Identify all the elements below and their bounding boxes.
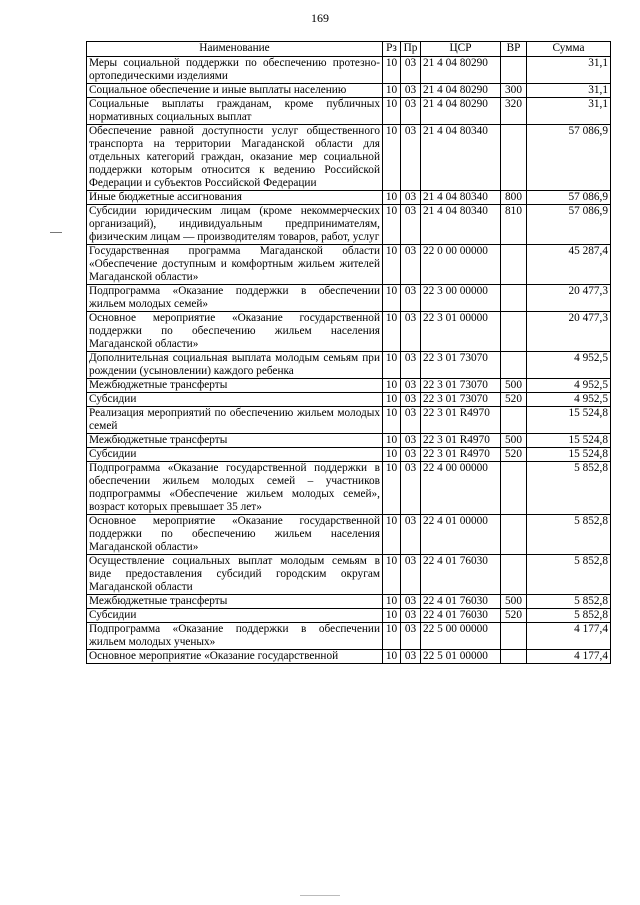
row-csr: 22 4 01 76030 xyxy=(421,609,501,623)
row-vr xyxy=(501,555,527,595)
row-sum: 20 477,3 xyxy=(527,285,611,312)
row-rz: 10 xyxy=(383,515,401,555)
row-pr: 03 xyxy=(401,407,421,434)
table-row xyxy=(87,125,611,191)
row-rz: 10 xyxy=(383,125,401,191)
row-csr: 22 4 01 76030 xyxy=(421,555,501,595)
row-sum: 4 952,5 xyxy=(527,352,611,379)
scan-mark xyxy=(300,895,340,896)
table-row xyxy=(87,595,611,609)
table-row xyxy=(87,609,611,623)
row-sum: 5 852,8 xyxy=(527,462,611,515)
row-sum: 20 477,3 xyxy=(527,312,611,352)
table-row xyxy=(87,84,611,98)
row-vr xyxy=(501,285,527,312)
row-sum: 57 086,9 xyxy=(527,125,611,191)
header-rz: Рз xyxy=(383,42,401,57)
row-rz: 10 xyxy=(383,98,401,125)
row-name: Государственная программа Магаданской области «Обеспечение доступным и комфортным жильем жителей Магаданской области» xyxy=(87,245,383,285)
row-rz: 10 xyxy=(383,623,401,650)
row-rz: 10 xyxy=(383,285,401,312)
row-name: Социальные выплаты гражданам, кроме публичных нормативных социальных выплат xyxy=(87,98,383,125)
table-row xyxy=(87,650,611,664)
header-sum: Сумма xyxy=(527,42,611,57)
table-row xyxy=(87,555,611,595)
row-csr: 22 0 00 00000 xyxy=(421,245,501,285)
row-rz: 10 xyxy=(383,57,401,84)
row-pr: 03 xyxy=(401,623,421,650)
row-vr xyxy=(501,312,527,352)
row-rz: 10 xyxy=(383,191,401,205)
row-sum: 4 177,4 xyxy=(527,623,611,650)
row-name: Субсидии xyxy=(87,393,383,407)
row-name: Субсидии юридическим лицам (кроме некоммерческих организаций), индивидуальным предпринимателям, физическим лицам — производителям товаров, работ, услуг xyxy=(87,205,383,245)
row-sum: 15 524,8 xyxy=(527,407,611,434)
row-pr: 03 xyxy=(401,285,421,312)
row-csr: 22 4 00 00000 xyxy=(421,462,501,515)
row-name: Межбюджетные трансферты xyxy=(87,434,383,448)
budget-table xyxy=(86,41,611,664)
row-sum: 15 524,8 xyxy=(527,434,611,448)
table-row xyxy=(87,57,611,84)
row-csr: 22 3 01 R4970 xyxy=(421,407,501,434)
row-rz: 10 xyxy=(383,609,401,623)
row-vr: 520 xyxy=(501,448,527,462)
row-csr: 21 4 04 80340 xyxy=(421,191,501,205)
row-vr: 810 xyxy=(501,205,527,245)
row-vr: 500 xyxy=(501,595,527,609)
row-pr: 03 xyxy=(401,448,421,462)
row-rz: 10 xyxy=(383,84,401,98)
table-row xyxy=(87,285,611,312)
row-rz: 10 xyxy=(383,448,401,462)
row-csr: 22 4 01 00000 xyxy=(421,515,501,555)
row-name: Подпрограмма «Оказание поддержки в обеспечении жильем молодых ученых» xyxy=(87,623,383,650)
row-rz: 10 xyxy=(383,205,401,245)
row-name: Реализация мероприятий по обеспечению жильем молодых семей xyxy=(87,407,383,434)
row-csr: 22 3 01 00000 xyxy=(421,312,501,352)
row-rz: 10 xyxy=(383,595,401,609)
row-vr: 500 xyxy=(501,379,527,393)
row-csr: 22 3 00 00000 xyxy=(421,285,501,312)
row-vr: 300 xyxy=(501,84,527,98)
row-name: Иные бюджетные ассигнования xyxy=(87,191,383,205)
row-csr: 22 3 01 73070 xyxy=(421,379,501,393)
row-name: Межбюджетные трансферты xyxy=(87,379,383,393)
row-pr: 03 xyxy=(401,84,421,98)
row-pr: 03 xyxy=(401,650,421,664)
row-pr: 03 xyxy=(401,555,421,595)
row-sum: 4 952,5 xyxy=(527,393,611,407)
row-sum: 57 086,9 xyxy=(527,191,611,205)
row-name: Основное мероприятие «Оказание государственной поддержки по обеспечению жильем населения Магаданской области» xyxy=(87,515,383,555)
header-name: Наименование xyxy=(87,42,383,57)
row-pr: 03 xyxy=(401,245,421,285)
row-rz: 10 xyxy=(383,434,401,448)
table-body xyxy=(87,57,611,664)
row-vr: 320 xyxy=(501,98,527,125)
row-vr: 500 xyxy=(501,434,527,448)
row-csr: 21 4 04 80290 xyxy=(421,84,501,98)
row-pr: 03 xyxy=(401,434,421,448)
row-sum: 31,1 xyxy=(527,84,611,98)
row-pr: 03 xyxy=(401,379,421,393)
row-name: Субсидии xyxy=(87,609,383,623)
row-pr: 03 xyxy=(401,312,421,352)
row-name: Основное мероприятие «Оказание государственной xyxy=(87,650,383,664)
row-name: Социальное обеспечение и иные выплаты населению xyxy=(87,84,383,98)
row-pr: 03 xyxy=(401,191,421,205)
table-row xyxy=(87,245,611,285)
table-row xyxy=(87,379,611,393)
header-csr: ЦСР xyxy=(421,42,501,57)
row-vr xyxy=(501,352,527,379)
row-vr xyxy=(501,125,527,191)
row-vr: 520 xyxy=(501,393,527,407)
row-sum: 4 952,5 xyxy=(527,379,611,393)
row-sum: 5 852,8 xyxy=(527,515,611,555)
row-vr xyxy=(501,650,527,664)
table-row xyxy=(87,462,611,515)
row-name: Межбюджетные трансферты xyxy=(87,595,383,609)
row-rz: 10 xyxy=(383,379,401,393)
row-pr: 03 xyxy=(401,515,421,555)
table-row xyxy=(87,623,611,650)
scan-mark xyxy=(50,232,62,233)
row-name: Субсидии xyxy=(87,448,383,462)
row-sum: 31,1 xyxy=(527,98,611,125)
row-csr: 21 4 04 80290 xyxy=(421,98,501,125)
row-sum: 5 852,8 xyxy=(527,555,611,595)
row-name: Обеспечение равной доступности услуг общественного транспорта на территории Магаданской области для отдельных категорий граждан, оказание мер социальной поддержки которым относится к ведению Российской Федерации и субъектов Российской Федерации xyxy=(87,125,383,191)
table-row xyxy=(87,312,611,352)
row-pr: 03 xyxy=(401,609,421,623)
row-csr: 22 4 01 76030 xyxy=(421,595,501,609)
table-header-row xyxy=(87,42,611,57)
header-vr: ВР xyxy=(501,42,527,57)
row-vr xyxy=(501,515,527,555)
table-row xyxy=(87,352,611,379)
table-row xyxy=(87,407,611,434)
row-sum: 4 177,4 xyxy=(527,650,611,664)
row-pr: 03 xyxy=(401,393,421,407)
row-csr: 22 5 00 00000 xyxy=(421,623,501,650)
row-csr: 22 3 01 R4970 xyxy=(421,434,501,448)
row-sum: 5 852,8 xyxy=(527,595,611,609)
row-sum: 5 852,8 xyxy=(527,609,611,623)
row-pr: 03 xyxy=(401,352,421,379)
header-pr: Пр xyxy=(401,42,421,57)
row-csr: 22 3 01 73070 xyxy=(421,352,501,379)
table-row xyxy=(87,98,611,125)
row-vr: 800 xyxy=(501,191,527,205)
row-sum: 15 524,8 xyxy=(527,448,611,462)
table-row xyxy=(87,448,611,462)
row-vr: 520 xyxy=(501,609,527,623)
row-rz: 10 xyxy=(383,245,401,285)
row-pr: 03 xyxy=(401,57,421,84)
row-pr: 03 xyxy=(401,462,421,515)
row-pr: 03 xyxy=(401,125,421,191)
row-name: Подпрограмма «Оказание государственной поддержки в обеспечении жильем молодых семей – участников подпрограммы «Обеспечение жильем молодых семей», возраст которых превышает 35 лет» xyxy=(87,462,383,515)
row-vr xyxy=(501,462,527,515)
row-name: Меры социальной поддержки по обеспечению протезно-ортопедическими изделиями xyxy=(87,57,383,84)
table-row xyxy=(87,191,611,205)
row-csr: 21 4 04 80340 xyxy=(421,205,501,245)
row-vr xyxy=(501,623,527,650)
row-sum: 31,1 xyxy=(527,57,611,84)
row-sum: 45 287,4 xyxy=(527,245,611,285)
row-rz: 10 xyxy=(383,462,401,515)
row-rz: 10 xyxy=(383,312,401,352)
row-pr: 03 xyxy=(401,98,421,125)
row-csr: 22 5 01 00000 xyxy=(421,650,501,664)
table-row xyxy=(87,434,611,448)
table-row xyxy=(87,515,611,555)
row-name: Основное мероприятие «Оказание государственной поддержки по обеспечению жильем населения Магаданской области» xyxy=(87,312,383,352)
page-number: 169 xyxy=(311,11,329,25)
row-rz: 10 xyxy=(383,555,401,595)
row-rz: 10 xyxy=(383,352,401,379)
row-pr: 03 xyxy=(401,205,421,245)
row-rz: 10 xyxy=(383,393,401,407)
row-pr: 03 xyxy=(401,595,421,609)
row-csr: 22 3 01 73070 xyxy=(421,393,501,407)
row-rz: 10 xyxy=(383,650,401,664)
row-name: Подпрограмма «Оказание поддержки в обеспечении жильем молодых семей» xyxy=(87,285,383,312)
row-sum: 57 086,9 xyxy=(527,205,611,245)
row-csr: 21 4 04 80340 xyxy=(421,125,501,191)
row-name: Осуществление социальных выплат молодым семьям в виде предоставления субсидий городским округам Магаданской области xyxy=(87,555,383,595)
row-vr xyxy=(501,245,527,285)
table-row xyxy=(87,393,611,407)
table-row xyxy=(87,205,611,245)
row-csr: 22 3 01 R4970 xyxy=(421,448,501,462)
row-csr: 21 4 04 80290 xyxy=(421,57,501,84)
row-vr xyxy=(501,407,527,434)
row-name: Дополнительная социальная выплата молодым семьям при рождении (усыновлении) каждого ребенка xyxy=(87,352,383,379)
row-vr xyxy=(501,57,527,84)
row-rz: 10 xyxy=(383,407,401,434)
